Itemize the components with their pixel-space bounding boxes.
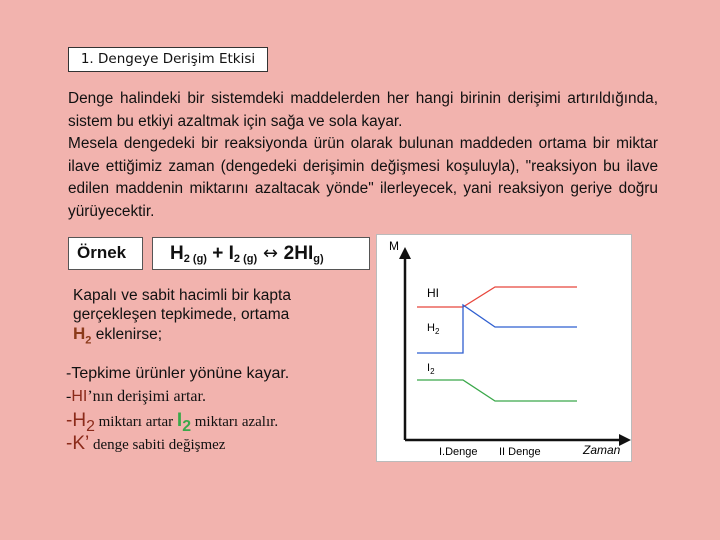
- result-line-1: -Tepkime ürünler yönüne kayar.: [66, 365, 290, 382]
- h2-curve: [417, 305, 577, 353]
- equilibrium-arrow-icon: ↔: [257, 243, 284, 264]
- y-axis-arrow-icon: [399, 247, 411, 259]
- x-axis-label: Zaman: [583, 443, 621, 457]
- graph-svg: [377, 235, 633, 463]
- eq-hi: 2HI: [283, 243, 314, 264]
- reaction-equation: [152, 237, 370, 270]
- desc-h2: $H_2$: [73, 324, 92, 347]
- eq-plus-i2: + I: [206, 243, 234, 264]
- result-line-4: -K’ denge sabiti değişmez: [66, 433, 226, 454]
- i2-curve: [417, 380, 577, 401]
- example-label: Örnek: [68, 237, 143, 270]
- y-axis-label: M: [389, 239, 399, 253]
- paragraph-line-1: Denge halindeki bir sistemdeki maddelerden her hangi birinin derişimi artırıldığında, sistem bu etkiyi azaltmak için sağa ve sola kayar.: [68, 90, 658, 130]
- eq-hi-sub: g): [313, 253, 324, 265]
- result-line-2: -HI’nın derişimi artar.: [66, 388, 206, 405]
- i2-highlight: $I_2$: [176, 410, 192, 435]
- result-line-3: $-H_2$ miktarı artar $I_2$ miktarı azalır.: [66, 410, 279, 435]
- section-title: 1. Dengeye Derişim Etkisi: [68, 47, 268, 72]
- eq-i2-sub: 2 (g): [233, 253, 258, 265]
- h2-curve-label: $H_2$: [427, 322, 440, 336]
- desc-text: Kapalı ve sabit hacimli bir kapta gerçekleşen tepkimede, ortama: [73, 287, 291, 323]
- hi-curve-label: HI: [427, 286, 439, 300]
- paragraph-line-2: Mesela dengedeki bir reaksiyonda ürün olarak bulunan maddeden ortama bir miktar ilave ettiğimiz zaman (dengedeki derişimin değişmesi koşuluyla), "reaksiyon bu ilave edilen maddenin miktarını azaltacak yönde" ilerleyecek, yani reaksiyon geriye doğru yürüyecektir.: [68, 135, 658, 220]
- i2-curve-label: $I_2$: [427, 362, 435, 376]
- desc-suffix: eklenirse;: [91, 326, 163, 343]
- eq-h2: H: [170, 243, 184, 264]
- x-axis-arrow-icon: [619, 434, 631, 446]
- phase-1-label: I.Denge: [439, 446, 478, 458]
- hi-highlight: HI: [71, 388, 88, 405]
- explanation-paragraph: [68, 88, 658, 223]
- h2-highlight: $H_2$: [72, 410, 95, 435]
- phase-2-label: II Denge: [499, 446, 541, 458]
- concentration-time-graph: [376, 234, 632, 462]
- condition-description: [73, 286, 343, 350]
- hi-curve: [417, 287, 577, 307]
- k-highlight: K’: [72, 433, 90, 454]
- eq-h2-sub: 2 (g): [183, 253, 207, 265]
